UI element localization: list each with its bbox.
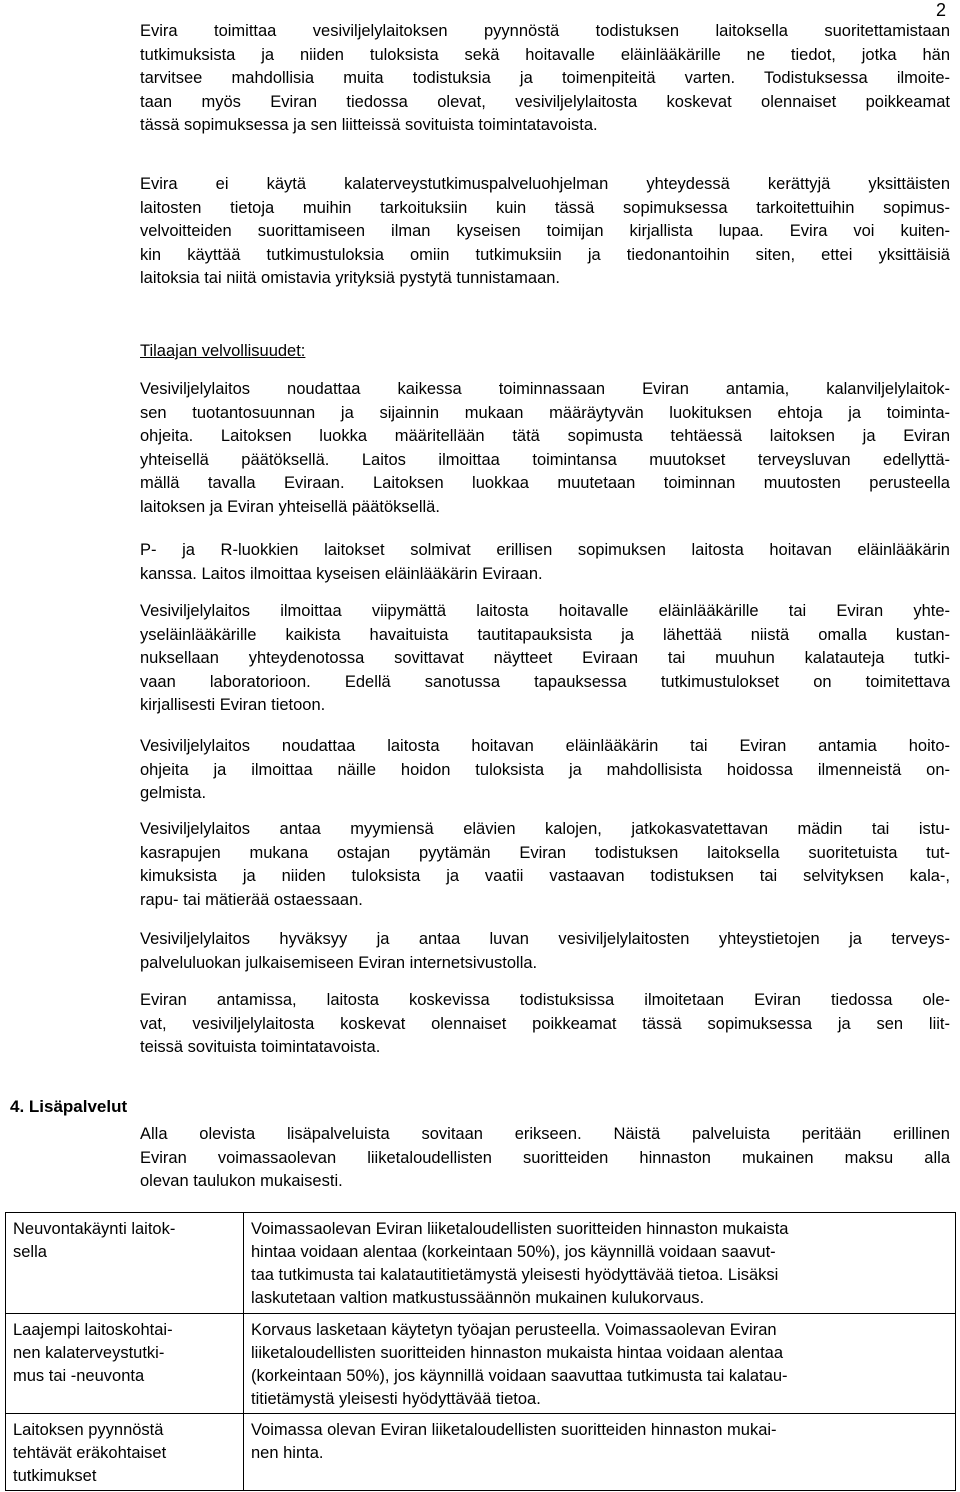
service-pricing-cell (244, 1314, 956, 1414)
obligation-disease-reporting (140, 600, 950, 718)
text-line: taa tutkimusta tai kalatautitietämystä yleisesti hyödyttävää tietoa. Lisäksi (251, 1266, 779, 1284)
text-line: Evira ei käytä kalaterveystutkimuspalveluohjelman yhteydessä kerättyjä yksittäisten (140, 175, 950, 193)
text-line: olevan taulukon mukaisesti. (140, 1172, 343, 1191)
text-line: Evira toimittaa vesiviljelylaitoksen pyynnöstä todistuksen laitoksella suoritettamistaan (140, 22, 950, 40)
obligation-sales-certificate (140, 818, 950, 912)
text-line: mus tai -neuvonta (13, 1367, 145, 1385)
service-name-cell (6, 1414, 244, 1491)
text-line: vaan laboratorioon. Edellä sanotussa tapauksessa tutkimustulokset on toimitettava (140, 672, 950, 691)
obligation-publication-consent (140, 928, 950, 975)
text-line: laitoksen ja Eviran yhteisellä päätöksellä. (140, 497, 440, 516)
table-row (6, 1213, 956, 1314)
text-line: Alla olevista lisäpalveluista sovitaan erikseen. Näistä palveluista peritään erillinen (140, 1125, 950, 1143)
text-line: laitosten tietoja muihin tarkoituksiin kuin tässä sopimuksessa tarkoitettuihin sopimus- (140, 198, 950, 217)
text-line: liiketaloudellisten suoritteiden hinnaston mukaista hintaa voidaan alentaa (251, 1344, 784, 1362)
text-line: P- ja R-luokkien laitokset solmivat erillisen sopimuksen laitosta hoitavan eläinlääkärin (140, 541, 950, 559)
text-line: kin käyttää tutkimustuloksia omiin tutkimuksiin ja tiedonantoihin siten, ettei yksittäisiä (140, 245, 950, 264)
obligations-heading: Tilaajan velvollisuudet: (140, 342, 306, 360)
text-line: mällä tavalla Eviraan. Laitoksen luokkaa muutetaan toiminnan muutosten perusteella (140, 474, 950, 493)
service-name-cell (6, 1213, 244, 1314)
text-line: Vesiviljelylaitos hyväksyy ja antaa luvan vesiviljelylaitosten yhteystietojen ja terveys- (140, 930, 950, 948)
paragraph-data-usage (140, 173, 950, 291)
obligation-treatment (140, 735, 950, 806)
text-line: Neuvontakäynti laitok- (13, 1220, 176, 1238)
text-line: Laitoksen pyynnöstä (13, 1421, 164, 1439)
text-line: velvoitteiden suorittamiseen ilman kyseisen toimijan kirjallista lupaa. Evira voi kuiten- (140, 222, 950, 241)
text-line: palveluluokan julkaisemiseen Eviran internetsivustolla. (140, 953, 538, 972)
service-pricing-cell (244, 1414, 956, 1491)
paragraph-certificate (140, 20, 950, 138)
obligation-veterinarian-contract (140, 539, 950, 586)
text-line: Vesiviljelylaitos noudattaa kaikessa toiminnassaan Eviran antamia, kalanviljelylaitok- (140, 380, 950, 398)
text-line: kirjallisesti Eviran tietoon. (140, 696, 326, 715)
service-name-cell (6, 1314, 244, 1414)
text-line: ohjeita. Laitoksen luokka määritellään tätä sopimusta tehtäessä laitoksen ja Eviran (140, 427, 950, 446)
text-line: gelmista. (140, 784, 207, 803)
text-line: sen tuotantosuunnan ja sijainnin mukaan määräytyvän luokituksen ehtoja ja toiminta- (140, 403, 950, 422)
text-line: Laajempi laitoskohtai- (13, 1321, 173, 1339)
text-line: nuksellaan yhteydenotossa sovittavat näytteet Eviraan tai muuhun kalatauteja tutki- (140, 649, 950, 668)
section4-intro (140, 1123, 950, 1194)
service-pricing-cell (244, 1213, 956, 1314)
text-line: yseläinlääkärille kaikista havaituista tautitapauksista ja lähettää niistä omalla kustan- (140, 625, 950, 644)
text-line: Voimassa olevan Eviran liiketaloudellisten suoritteiden hinnaston mukai- (251, 1421, 777, 1439)
text-line: taan myös Eviran tiedossa olevat, vesiviljelylaitosta koskevat olennaiset poikkeamat (140, 92, 950, 111)
text-line: kanssa. Laitos ilmoittaa kyseisen eläinlääkärin Eviraan. (140, 564, 543, 583)
text-line: kasrapujen mukana ostajan pyytämän Eviran todistuksen laitoksella suoritetuista tut- (140, 843, 950, 862)
text-line: laitoksia tai niitä omistavia yrityksiä pystytä tunnistamaan. (140, 269, 561, 288)
text-line: Korvaus lasketaan käytetyn työajan perusteella. Voimassaolevan Eviran (251, 1321, 777, 1339)
obligation-deviations (140, 989, 950, 1060)
text-line: tutkimuksista ja niiden tuloksista sekä hoitavalle eläinlääkärille ne tiedot, jotka hän (140, 45, 950, 64)
text-line: tässä sopimuksessa ja sen liitteissä sovituista toimintatavoista. (140, 116, 598, 135)
text-line: kimuksista ja niiden tuloksista ja vaatii vastaavan todistuksen tai selvityksen kala-, (140, 867, 950, 886)
text-line: laskutetaan valtion matkustussäännön mukainen kulukorvaus. (251, 1289, 705, 1307)
table-row (6, 1414, 956, 1491)
text-line: tarvitsee mahdollisia muita todistuksia ja toimenpiteitä varten. Todistuksessa ilmoite- (140, 69, 950, 88)
text-line: Vesiviljelylaitos antaa myymiensä elävien kalojen, jatkokasvatettavan mädin tai istu- (140, 820, 950, 838)
services-table (5, 1212, 956, 1491)
text-line: Eviran voimassaolevan liiketaloudellisten suoritteiden hinnaston mukainen maksu alla (140, 1148, 950, 1167)
text-line: Vesiviljelylaitos ilmoittaa viipymättä laitosta hoitavalle eläinlääkärille tai Eviran yhte- (140, 602, 950, 620)
text-line: hintaa voidaan alentaa (korkeintaan 50%), jos käynnillä voidaan saavut- (251, 1243, 776, 1261)
text-line: Eviran antamissa, laitosta koskevissa todistuksissa ilmoitetaan Eviran tiedossa ole- (140, 991, 950, 1009)
text-line: rapu- tai mätierää ostaessaan. (140, 890, 363, 909)
text-line: yhteisellä päätöksellä. Laitos ilmoittaa toimintansa muutokset terveysluvan edellyttä- (140, 450, 950, 469)
text-line: Voimassaolevan Eviran liiketaloudellisten suoritteiden hinnaston mukaista (251, 1220, 789, 1238)
text-line: nen kalaterveystutki- (13, 1344, 165, 1362)
text-line: sella (13, 1243, 47, 1261)
text-line: tehtävät eräkohtaiset (13, 1444, 167, 1462)
text-line: vat, vesiviljelylaitosta koskevat olennaiset poikkeamat tässä sopimuksessa ja sen liit- (140, 1014, 950, 1033)
text-line: ohjeita ja ilmoittaa näille hoidon tuloksista ja mahdollisista hoidossa ilmenneistä on- (140, 760, 950, 779)
obligation-classification (140, 378, 950, 520)
text-line: teissä sovituista toimintatavoista. (140, 1038, 381, 1057)
table-row (6, 1314, 956, 1414)
text-line: (korkeintaan 50%), jos käynnillä voidaan saavuttaa tutkimusta tai kalatau- (251, 1367, 788, 1385)
text-line: Vesiviljelylaitos noudattaa laitosta hoitavan eläinlääkärin tai Eviran antamia hoito- (140, 737, 950, 755)
text-line: titietämystä yleisesti hyödyttävää tietoa. (251, 1390, 541, 1408)
text-line: tutkimukset (13, 1467, 97, 1485)
page-number: 2 (936, 0, 947, 20)
section-heading-additional-services: 4. Lisäpalvelut (10, 1097, 128, 1116)
text-line: nen hinta. (251, 1444, 324, 1462)
